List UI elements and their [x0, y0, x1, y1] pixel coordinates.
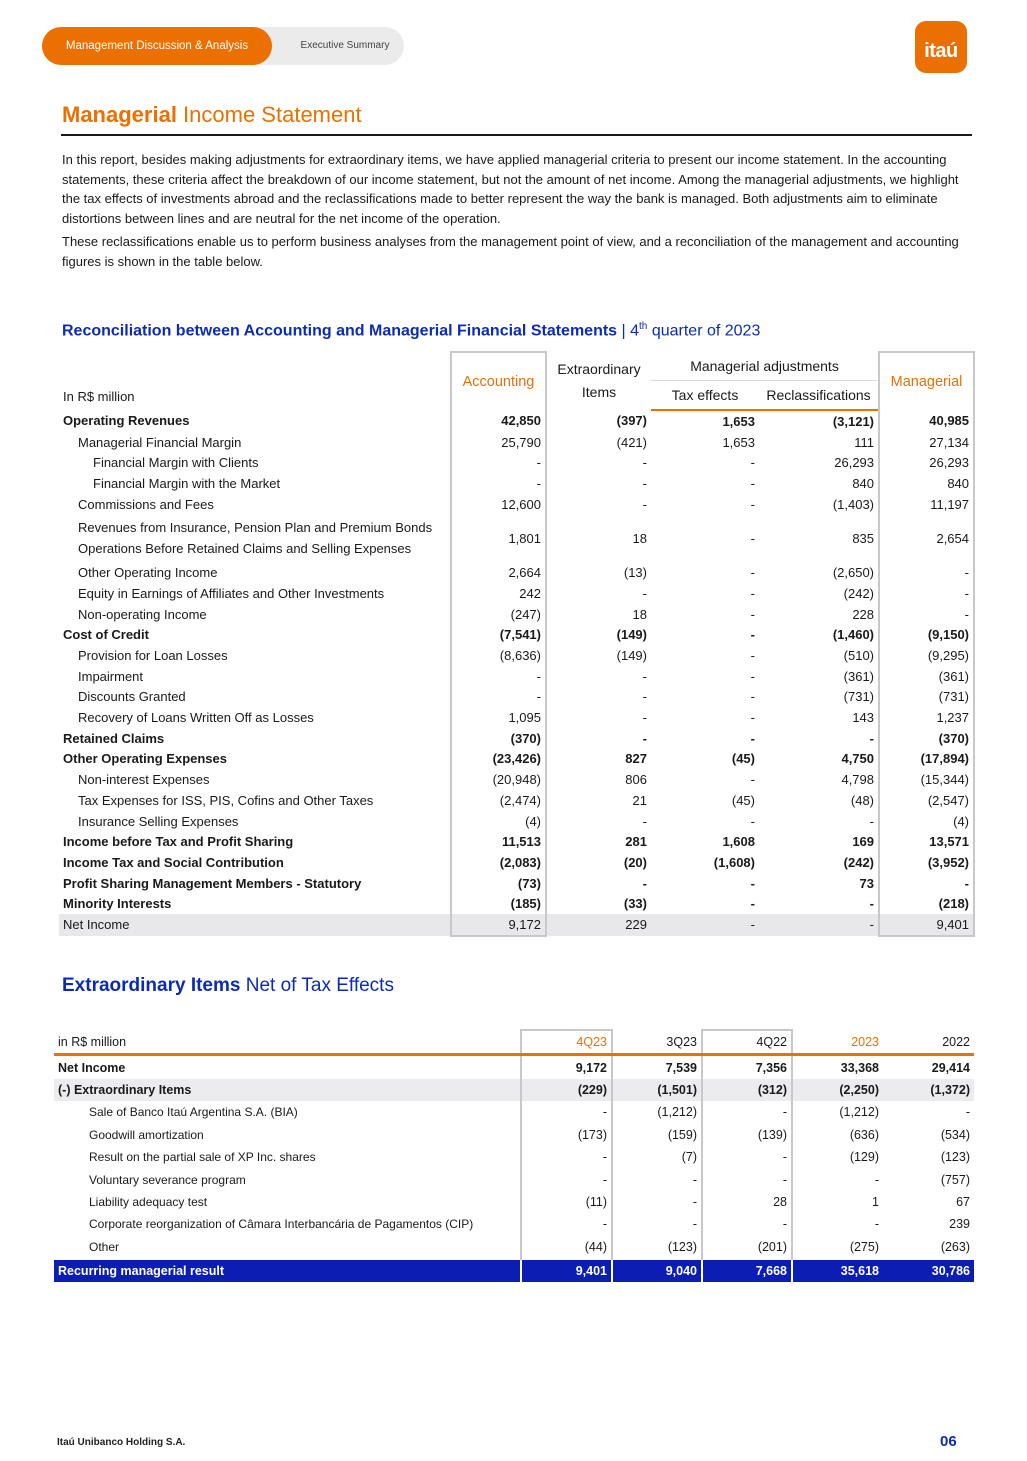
recon-row [59, 452, 974, 473]
recon-cell-ext: (421) [616, 434, 647, 450]
extra-row-label: Goodwill amortization [89, 1127, 204, 1142]
extra-cell: (263) [940, 1239, 970, 1254]
extra-cell: (1,212) [839, 1105, 879, 1120]
extra-cell: (534) [940, 1127, 970, 1142]
recon-row [59, 687, 974, 708]
recon-cell-acc: 1,095 [451, 707, 546, 728]
recon-cell-rec: (731) [843, 689, 875, 705]
recon-cell-man: (9,295) [879, 645, 974, 666]
extra-cell: - [521, 1213, 612, 1235]
recon-cell-acc: - [451, 687, 546, 708]
extra-cell: (159) [667, 1127, 697, 1142]
accounting-header: Accounting [451, 352, 546, 410]
reclassifications-header: Reclassifications [759, 381, 879, 411]
recon-cell-tax: - [750, 475, 755, 491]
extra-cell: 30,786 [883, 1259, 974, 1282]
recon-cell-ext: 806 [625, 772, 647, 788]
recon-cell-tax: 1,653 [722, 413, 755, 429]
extra-row-label: Liability adequacy test [89, 1194, 208, 1209]
recon-cell-tax: - [750, 585, 755, 601]
recon-cell-tax: - [750, 496, 755, 512]
recon-cell-ext: 229 [546, 914, 651, 936]
recon-cell-rec: - [869, 896, 875, 912]
extra-cell: (1,501) [612, 1079, 702, 1101]
recon-cell-ext: - [642, 585, 647, 601]
extra-cell: - [874, 1217, 879, 1232]
recon-cell-ext: - [642, 689, 647, 705]
recon-row-label: Provision for Loan Losses [78, 648, 228, 664]
recon-cell-man: (218) [879, 893, 974, 914]
extra-row-label: Sale of Banco Itaú Argentina S.A. (BIA) [89, 1105, 298, 1120]
recon-row [59, 604, 974, 625]
recon-row [59, 790, 974, 811]
recon-cell-ext: 18 [632, 606, 647, 622]
recon-cell-man: 13,571 [879, 831, 974, 852]
recon-row-label: Profit Sharing Management Members - Statutory [63, 875, 362, 891]
extra-cell: - [874, 1172, 879, 1187]
col-3q23: 3Q23 [612, 1030, 702, 1055]
recon-cell-ext: 18 [632, 530, 647, 546]
recon-cell-acc: 9,172 [451, 914, 546, 936]
recon-cell-ext: - [642, 813, 647, 829]
recon-cell-acc: 25,790 [451, 432, 546, 453]
extra-title: Extraordinary Items Net of Tax Effects [62, 975, 394, 996]
recon-row [59, 707, 974, 728]
recon-cell-acc: (2,083) [451, 852, 546, 873]
recon-row-label: Net Income [59, 914, 451, 936]
recon-row-label: Other Operating Income [78, 565, 218, 581]
recon-cell-man: 40,985 [879, 410, 974, 432]
tab-executive-summary[interactable]: Executive Summary [300, 40, 390, 51]
recon-cell-man: (15,344) [879, 769, 974, 790]
recon-cell-tax: - [750, 689, 755, 705]
recon-row [59, 893, 974, 914]
extra-cell: - [702, 1213, 792, 1235]
recon-unit-header: In R$ million [63, 389, 135, 404]
recon-cell-ext: - [642, 875, 647, 891]
extra-cell: 7,668 [702, 1259, 792, 1282]
extra-cell: (1,212) [657, 1105, 697, 1120]
recon-cell-man: (3,952) [879, 852, 974, 873]
recon-row-label: Discounts Granted [78, 689, 186, 705]
recon-cell-acc: 42,850 [451, 410, 546, 432]
recon-row-label: Cost of Credit [63, 627, 149, 643]
extra-row-label: Corporate reorganization of Câmara Interbancária de Pagamentos (CIP) [89, 1217, 474, 1232]
extra-cell: (123) [667, 1239, 697, 1254]
recon-cell-man: (731) [879, 687, 974, 708]
recon-row [59, 562, 974, 583]
recon-cell-tax: - [750, 530, 755, 546]
recon-cell-tax: - [750, 710, 755, 726]
extra-cell: (312) [702, 1079, 792, 1101]
extra-cell: 239 [949, 1217, 970, 1232]
recon-cell-acc: (7,541) [451, 625, 546, 646]
extra-cell: - [692, 1194, 697, 1209]
recon-cell-acc: (185) [451, 893, 546, 914]
recon-row [59, 625, 974, 646]
recon-cell-rec: (48) [850, 792, 875, 808]
col-2022: 2022 [883, 1030, 974, 1055]
recon-row-label: Non-operating Income [78, 606, 207, 622]
extra-row [54, 1168, 974, 1190]
recon-row-label: Non-interest Expenses [78, 772, 210, 788]
extra-cell: (139) [702, 1124, 792, 1146]
title-divider [61, 134, 972, 136]
recon-cell-rec: 228 [852, 606, 875, 622]
page-number: 06 [940, 1433, 957, 1450]
recon-cell-rec: - [869, 813, 875, 829]
recon-cell-ext: - [642, 730, 647, 746]
extra-cell: 33,368 [840, 1060, 879, 1075]
recon-cell-tax: - [750, 772, 755, 788]
recon-cell-man: (370) [879, 728, 974, 749]
extra-cell: - [702, 1101, 792, 1123]
recon-row [59, 494, 974, 515]
extra-row [54, 1191, 974, 1213]
extra-cell: (229) [521, 1079, 612, 1101]
recon-cell-acc: 2,664 [451, 562, 546, 583]
recon-row-label: Operating Revenues [63, 413, 190, 429]
recon-cell-tax: - [750, 565, 755, 581]
extra-cell: (44) [521, 1236, 612, 1259]
recon-cell-rec: 143 [852, 710, 875, 726]
recon-cell-tax: 1,653 [722, 434, 755, 450]
recon-cell-ext: (33) [623, 896, 647, 912]
extra-cell: (173) [521, 1124, 612, 1146]
tab-management-discussion[interactable]: Management Discussion & Analysis [42, 27, 272, 65]
recon-cell-tax: (45) [731, 751, 755, 767]
recon-cell-man: 2,654 [879, 514, 974, 562]
extra-row-label: Voluntary severance program [89, 1172, 246, 1187]
col-2023: 2023 [792, 1030, 883, 1055]
recon-cell-ext: (149) [616, 648, 647, 664]
recon-cell-rec: 4,750 [841, 751, 875, 767]
recon-row-label: Retained Claims [63, 730, 165, 746]
recon-cell-acc: (247) [451, 604, 546, 625]
recon-cell-man: 1,237 [879, 707, 974, 728]
recon-cell-acc: (20,948) [451, 769, 546, 790]
recon-cell-rec: (242) [843, 585, 875, 601]
extra-cell: 35,618 [792, 1259, 883, 1282]
extra-row-label: Result on the partial sale of XP Inc. shares [89, 1150, 316, 1165]
recon-cell-rec: 26,293 [834, 455, 875, 471]
recon-cell-ext: (149) [616, 627, 647, 643]
recon-cell-rec: (2,650) [832, 565, 875, 581]
recon-cell-man: (17,894) [879, 749, 974, 770]
recon-cell-rec: 111 [854, 434, 875, 450]
recon-cell-tax: - [750, 648, 755, 664]
recon-row [59, 852, 974, 873]
extra-unit-header: in R$ million [54, 1030, 521, 1055]
extra-row-label: Net Income [58, 1060, 126, 1075]
recon-row-label: Commissions and Fees [78, 496, 214, 512]
extra-cell: 67 [956, 1194, 970, 1209]
recon-cell-acc: (4) [451, 811, 546, 832]
recon-cell-ext: (13) [623, 565, 647, 581]
recon-cell-rec: 835 [852, 530, 875, 546]
recon-row-label: Minority Interests [63, 896, 172, 912]
recon-cell-rec: 169 [852, 834, 875, 850]
recon-row-label: Financial Margin with Clients [93, 455, 259, 471]
recon-cell-rec: (1,403) [832, 496, 875, 512]
recon-cell-acc: (2,474) [451, 790, 546, 811]
recon-cell-rec: (242) [843, 854, 875, 870]
reclass-paragraph: These reclassifications enable us to perform business analyses from the management point of view, and a reconciliation of the management and accounting figures is shown in the table below. [62, 234, 959, 269]
recon-cell-acc: - [451, 452, 546, 473]
managerial-header: Managerial [879, 352, 974, 410]
recon-cell-rec: 4,798 [841, 772, 875, 788]
recon-cell-acc: (370) [451, 728, 546, 749]
extra-cell: - [702, 1168, 792, 1190]
recon-cell-tax: 1,608 [722, 834, 755, 850]
recon-cell-acc: 12,600 [451, 494, 546, 515]
extra-row [54, 1101, 974, 1123]
extra-row [54, 1079, 974, 1101]
recon-row-label: Other Operating Expenses [63, 751, 227, 767]
recon-row [59, 432, 974, 453]
extra-row-label: (-) Extraordinary Items [54, 1079, 521, 1101]
recon-row [59, 514, 974, 562]
page-title: Managerial Income Statement [62, 102, 362, 127]
recon-cell-rec: (361) [843, 668, 875, 684]
recon-cell-ext: (20) [623, 854, 647, 870]
recon-cell-acc: (8,636) [451, 645, 546, 666]
extra-row [54, 1146, 974, 1168]
recon-cell-acc: 11,513 [451, 831, 546, 852]
extra-cell: (2,250) [792, 1079, 883, 1101]
recon-cell-acc: 242 [451, 583, 546, 604]
intro-paragraph: In this report, besides making adjustments for extraordinary items, we have applied managerial criteria to present our income statement. In the accounting statements, these criteria affect the breakdown of our income statement, but not the amount of net income. Among the managerial adjustments, we highlight the tax effects of investments abroad and the reclassifications made to better represent the way the bank is managed. Both adjustments aim to eliminate distortions between lines and are neutral for the net income of the operation. [62, 152, 959, 226]
extraordinary-items-table [54, 1029, 974, 1282]
recon-row-label: Income before Tax and Profit Sharing [63, 834, 294, 850]
recon-cell-man: - [879, 583, 974, 604]
col-4q23: 4Q23 [521, 1030, 612, 1055]
recon-row [59, 873, 974, 894]
extra-cell: 7,356 [702, 1055, 792, 1079]
recon-row [59, 666, 974, 687]
recon-cell-rec: (1,460) [832, 627, 875, 643]
extra-cell: (275) [849, 1239, 879, 1254]
extra-row [54, 1055, 974, 1079]
extra-cell: (201) [702, 1236, 792, 1259]
recon-cell-ext: - [642, 475, 647, 491]
recon-cell-ext: 827 [625, 751, 647, 767]
recon-cell-acc: - [451, 666, 546, 687]
extra-row [54, 1213, 974, 1235]
recon-row [59, 728, 974, 749]
recon-cell-tax: - [750, 875, 755, 891]
recon-cell-ext: (397) [616, 413, 647, 429]
extra-cell: 9,040 [612, 1259, 702, 1282]
recon-row [59, 749, 974, 770]
recon-row [59, 583, 974, 604]
extra-cell: - [521, 1168, 612, 1190]
extra-cell: - [521, 1146, 612, 1168]
recon-cell-ext: - [642, 710, 647, 726]
recon-cell-acc: (23,426) [451, 749, 546, 770]
extra-cell: (129) [849, 1150, 879, 1165]
recon-cell-tax: - [750, 627, 755, 643]
recon-row-label: Revenues from Insurance, Pension Plan and Premium Bonds Operations Before Retained Claims and Selling Expenses [78, 520, 433, 557]
recon-cell-man: - [879, 562, 974, 583]
col-4q22: 4Q22 [702, 1030, 792, 1055]
recon-row-label: Impairment [78, 668, 144, 684]
recon-cell-tax: - [750, 668, 755, 684]
recon-cell-ext: - [642, 455, 647, 471]
recon-row-label: Tax Expenses for ISS, PIS, Cofins and Other Taxes [78, 792, 374, 808]
tab-bar [42, 27, 404, 65]
recon-row-label: Income Tax and Social Contribution [63, 854, 284, 870]
extra-cell: 1 [872, 1194, 879, 1209]
recon-cell-man: (4) [879, 811, 974, 832]
extra-cell: (7) [681, 1150, 697, 1165]
extra-row [54, 1124, 974, 1146]
recon-cell-acc: - [451, 473, 546, 494]
recon-cell-rec: 73 [859, 875, 875, 891]
recon-row [59, 473, 974, 494]
recon-row [59, 831, 974, 852]
extra-row-label: Other [89, 1239, 120, 1254]
tax-effects-header: Tax effects [651, 381, 759, 411]
recon-row [59, 914, 974, 936]
recon-cell-tax: - [651, 914, 759, 936]
extra-cell: (636) [849, 1127, 879, 1142]
extra-cell: - [702, 1146, 792, 1168]
extra-cell: (757) [940, 1172, 970, 1187]
recon-cell-rec: - [759, 914, 879, 936]
recon-cell-man: 11,197 [879, 494, 974, 515]
reconciliation-table [59, 351, 975, 937]
extra-cell: - [521, 1101, 612, 1123]
extra-row-label: Recurring managerial result [54, 1259, 521, 1282]
recon-cell-ext: 21 [632, 792, 647, 808]
adjustments-header: Managerial adjustments [651, 352, 879, 381]
recon-cell-rec: (3,121) [832, 413, 875, 429]
recon-row-label: Insurance Selling Expenses [78, 813, 239, 829]
recon-row-label: Equity in Earnings of Affiliates and Other Investments [78, 585, 385, 601]
recon-cell-man: (9,150) [879, 625, 974, 646]
extra-cell: 9,172 [521, 1055, 612, 1079]
recon-row-label: Financial Margin with the Market [93, 475, 281, 491]
extra-row [54, 1236, 974, 1259]
extra-cell: - [692, 1172, 697, 1187]
recon-cell-ext: 281 [625, 834, 647, 850]
footer-company: Itaú Unibanco Holding S.A. [57, 1437, 186, 1448]
recon-row [59, 645, 974, 666]
recon-row [59, 769, 974, 790]
recon-row [59, 811, 974, 832]
recon-cell-man: 26,293 [879, 452, 974, 473]
itau-logo: itaú [915, 21, 967, 73]
recon-cell-man: - [879, 873, 974, 894]
recon-row-label: Recovery of Loans Written Off as Losses [78, 710, 314, 726]
recon-cell-man: - [879, 604, 974, 625]
recon-cell-ext: - [642, 496, 647, 512]
extra-cell: 28 [702, 1191, 792, 1213]
recon-cell-tax: - [750, 606, 755, 622]
recon-cell-tax: - [750, 813, 755, 829]
recon-cell-tax: (1,608) [713, 854, 755, 870]
recon-row-label: Managerial Financial Margin [78, 434, 242, 450]
recon-cell-acc: 1,801 [451, 514, 546, 562]
extra-cell: (123) [940, 1150, 970, 1165]
recon-cell-man: (361) [879, 666, 974, 687]
recon-cell-ext: - [642, 668, 647, 684]
recon-cell-man: 840 [879, 473, 974, 494]
recon-cell-rec: 840 [852, 475, 875, 491]
recon-cell-rec: - [869, 730, 875, 746]
extra-cell: (11) [521, 1191, 612, 1213]
recon-cell-man: 27,134 [879, 432, 974, 453]
extra-cell: 29,414 [931, 1060, 970, 1075]
recon-cell-man: 9,401 [879, 914, 974, 936]
extra-cell: 9,401 [521, 1259, 612, 1282]
extra-cell: - [965, 1105, 970, 1120]
extra-cell: 7,539 [665, 1060, 697, 1075]
recon-cell-tax: - [750, 455, 755, 471]
recon-cell-tax: - [750, 896, 755, 912]
recon-cell-acc: (73) [451, 873, 546, 894]
extra-cell: (1,372) [883, 1079, 974, 1101]
extra-cell: - [692, 1217, 697, 1232]
recon-title: Reconciliation between Accounting and Managerial Financial Statements | 4th quarter of 2023 [62, 321, 761, 340]
recon-cell-man: (2,547) [879, 790, 974, 811]
recon-row [59, 410, 974, 432]
recon-cell-tax: - [750, 730, 755, 746]
extra-row [54, 1259, 974, 1282]
recon-cell-rec: (510) [843, 648, 875, 664]
recon-cell-tax: (45) [731, 792, 755, 808]
extraordinary-header: Extraordinary Items [557, 361, 641, 400]
